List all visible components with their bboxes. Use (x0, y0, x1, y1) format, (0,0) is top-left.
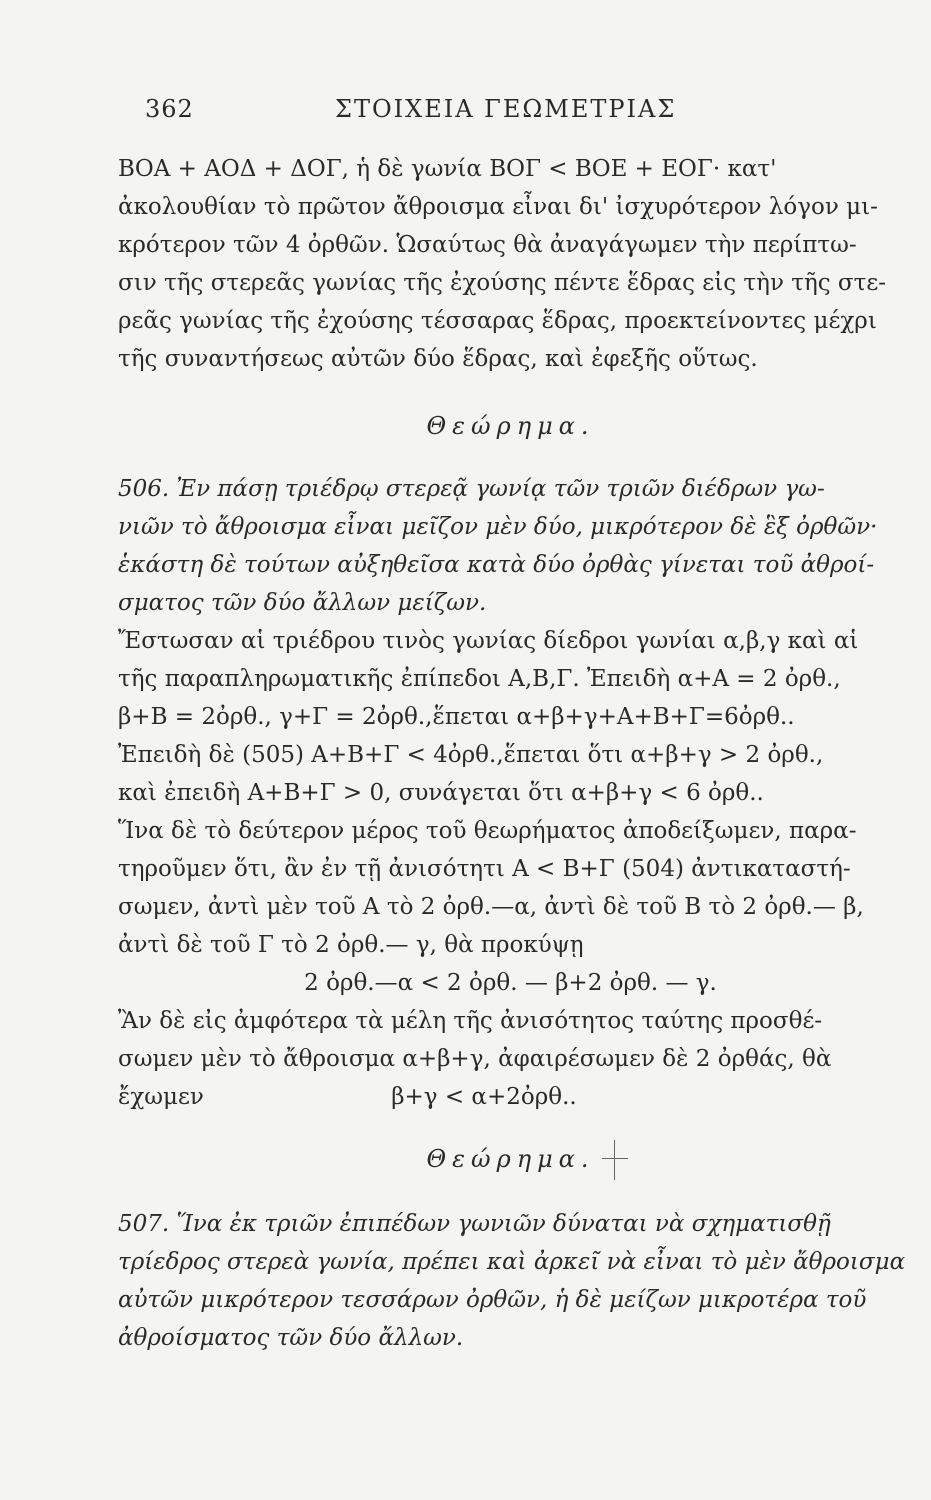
theorem-506-statement (118, 470, 903, 622)
formula-label: ἔχωμεν (118, 1084, 204, 1110)
text-line: 507. Ἵνα ἐκ τριῶν ἐπιπέδων γωνιῶν δύναται νὰ σχηματισθῇ (118, 1211, 831, 1237)
text-line: ρεᾶς γωνίας τῆς ἐχούσης τέσσαρας ἕδρας, προεκτείνοντες μέχρι (118, 308, 877, 334)
text-line: νιῶν τὸ ἄθροισμα εἶναι μεῖζον μὲν δύο, μικρότερον δὲ ἓξ ὀρθῶν· (118, 514, 878, 540)
text-line: ἀθροίσματος τῶν δύο ἄλλων. (118, 1325, 464, 1351)
formula-line (118, 1078, 903, 1116)
text-line: σματος τῶν δύο ἄλλων μείζων. (118, 590, 487, 616)
text-line: κρότερον τῶν 4 ὀρθῶν. Ὡσαύτως θὰ ἀναγάγωμεν τὴν περίπτω- (118, 232, 857, 258)
theorem-heading: Θεώρημα. (426, 412, 595, 440)
text-line: τρίεδρος στερεὰ γωνία, πρέπει καὶ ἀρκεῖ νὰ εἶναι τὸ μὲν ἄθροισμα (118, 1249, 906, 1275)
running-title: ΣΤΟΙΧΕΙΑ ΓΕΩΜΕΤΡΙΑΣ (335, 95, 677, 123)
text-line: αὐτῶν μικρότερον τεσσάρων ὀρθῶν, ἡ δὲ μείζων μικροτέρα τοῦ (118, 1287, 867, 1313)
text-line: καὶ ἐπειδὴ Α+Β+Γ > 0, συνάγεται ὅτι α+β+γ < 6 ὀρθ.. (118, 780, 764, 806)
intro-paragraph (118, 150, 903, 378)
text-line: σωμεν, ἀντὶ μὲν τοῦ Α τὸ 2 ὀρθ.—α, ἀντὶ δὲ τοῦ Β τὸ 2 ὀρθ.— β, (118, 894, 864, 920)
text-line: τῆς παραπληρωματικῆς ἐπίπεδοι Α,Β,Γ. Ἐπειδὴ α+Α = 2 ὀρθ., (118, 666, 841, 692)
theorem-507-statement (118, 1205, 906, 1357)
text-line: β+Β = 2ὀρθ., γ+Γ = 2ὀρθ.,ἕπεται α+β+γ+Α+Β+Γ=6ὀρθ.. (118, 704, 795, 730)
formula-line: 2 ὀρθ.—α < 2 ὀρθ. — β+2 ὀρθ. — γ. (304, 970, 717, 996)
theorem-506-proof (118, 622, 903, 1116)
text-line: ἀντὶ δὲ τοῦ Γ τὸ 2 ὀρθ.— γ, θὰ προκύψῃ (118, 932, 584, 958)
text-line: τῆς συναντήσεως αὐτῶν δύο ἕδρας, καὶ ἐφεξῆς οὕτως. (118, 346, 758, 372)
formula: β+γ < α+2ὀρθ.. (391, 1084, 577, 1110)
text-line: τηροῦμεν ὅτι, ἂν ἐν τῇ ἀνισότητι Α < Β+Γ (504) ἀντικαταστή- (118, 856, 851, 882)
text-line: Ἐπειδὴ δὲ (505) Α+Β+Γ < 4ὀρθ.,ἕπεται ὅτι α+β+γ > 2 ὀρθ., (118, 742, 824, 768)
text-line: Ἵνα δὲ τὸ δεύτερον μέρος τοῦ θεωρήματος ἀποδείξωμεν, παρα- (118, 818, 857, 844)
theorem-heading: Θεώρημα. (426, 1145, 595, 1173)
text-line: ἀκολουθίαν τὸ πρῶτον ἄθροισμα εἶναι δι' ἰσχυρότερον λόγον μι- (118, 194, 878, 220)
text-line: σωμεν μὲν τὸ ἄθροισμα α+β+γ, ἀφαιρέσωμεν δὲ 2 ὀρθάς, θὰ (118, 1046, 832, 1072)
text-line: ἑκάστη δὲ τούτων αὐξηθεῖσα κατὰ δύο ὀρθὰς γίνεται τοῦ ἀθροί- (118, 552, 875, 578)
text-line: Ἂν δὲ εἰς ἀμφότερα τὰ μέλη τῆς ἀνισότητος ταύτης προσθέ- (118, 1008, 823, 1034)
text-line: 506. Ἐν πάσῃ τριέδρῳ στερεᾷ γωνίᾳ τῶν τριῶν διέδρων γω- (118, 476, 825, 502)
text-line: Ἔστωσαν αἱ τριέδρου τινὸς γωνίας δίεδροι γωνίαι α,β,γ καὶ αἱ (118, 628, 859, 654)
page-number: 362 (145, 95, 194, 123)
text-line: σιν τῆς στερεᾶς γωνίας τῆς ἐχούσης πέντε ἕδρας εἰς τὴν τῆς στε- (118, 270, 887, 296)
text-line: ΒΟΑ + ΑΟΔ + ΔΟΓ, ἡ δὲ γωνία ΒΟΓ < ΒΟΕ + ΕΟΓ· κατ' (118, 156, 777, 182)
page-header (145, 95, 905, 135)
pencil-cross-mark (600, 1140, 630, 1180)
